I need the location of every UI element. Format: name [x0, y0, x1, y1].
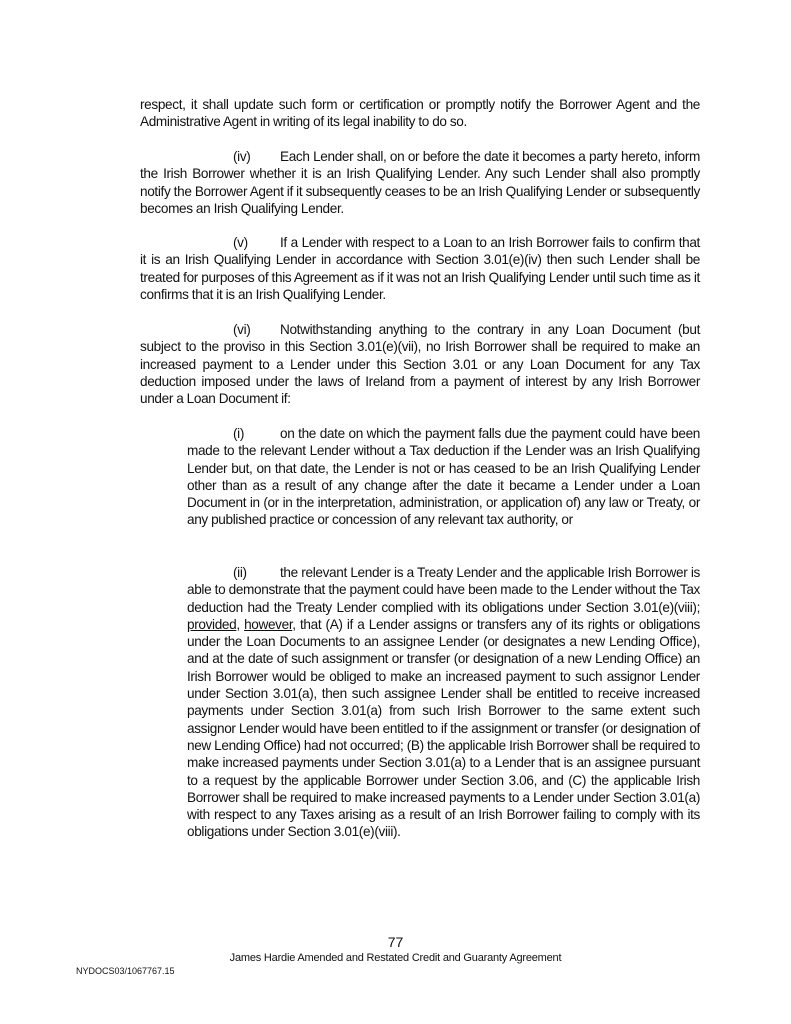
paragraph-continuation — [140, 96, 700, 131]
paragraph-vi — [140, 321, 700, 407]
however-term: however — [244, 616, 293, 632]
clause-number: (ii) — [233, 565, 247, 580]
document-id: NYDOCS03/1067767.15 — [76, 966, 175, 976]
clause-number: (v) — [233, 235, 248, 250]
paragraph-text: on the date on which the payment falls due the payment could have been made to the relevant Lender without a Tax deduction if the Lender was an Irish Qualifying Lender but, on that date, the Lender is not or has ceased to be an Irish Qualifying Lender other than as a result of any change after the date it became a Lender under a Loan Document in (or in the interpretation, administration, or application of) any law or Treaty, or any published practice or concession of any relevant tax authority, or — [187, 426, 700, 528]
document-title: James Hardie Amended and Restated Credit and Guaranty Agreement — [229, 952, 562, 964]
subparagraph-ii: (ii) the relevant Lender is a Treaty Lender and the applicable Irish Borrower is able to demonstrate that the payment could have been made to the Lender without the Tax deduction had the Treaty Lender complied with its obligations under Section 3.01(e)(viii); provided, however, that (A) if a Lender assigns or transfers any of its rights or obligations under the Loan Documents to an assignee Lender (or designates a new Lending Office), and at the date of such assignment or transfer (or designation of a new Lending Office) an Irish Borrower would be obliged to make an increased payment to such assignor Lender under Section 3.01(a), then such assignee Lender shall be entitled to receive increased payments under Section 3.01(a) from such Irish Borrower to the same extent such assignor Lender would have been entitled to if the assignment or transfer (or designation of new Lending Office) had not occurred; (B) the applicable Irish Borrower shall be required to make increased payments under Section 3.01(a) to a Lender that is an assignee pursuant to a request by the applicable Borrower under Section 3.06, and (C) the applicable Irish Borrower shall be required to make increased payments to a Lender under Section 3.01(a) with respect to any Taxes arising as a result of an Irish Borrower failing to comply with its obligations under Section 3.01(e)(viii). — [187, 565, 701, 840]
clause-number: (vi) — [233, 322, 251, 337]
clause-number: (iv) — [233, 149, 251, 164]
clause-number: (i) — [233, 426, 245, 441]
paragraph-iv — [140, 148, 700, 217]
subparagraph-i — [187, 425, 700, 529]
paragraph-text: Notwithstanding anything to the contrary in any Loan Document (but subject to the proviso in this Section 3.01(e)(vii), no Irish Borrower shall be required to make an increased payment to a Lender under this Section 3.01 or any Loan Document for any Tax deduction imposed under the laws of Ireland from a payment of interest by any Irish Borrower under a Loan Document if: — [140, 322, 700, 407]
paragraph-v — [140, 234, 700, 303]
paragraph-text: , that (A) if a Lender assigns or transfers any of its rights or obligations under the Loan Documents to an assignee Lender (or designates a new Lending Office), and at the date of such assignment or transfer (or designation of a new Lending Office) an Irish Borrower would be obliged to make an increased payment to such assignor Lender under Section 3.01(a), then such assignee Lender shall be entitled to receive increased payments under Section 3.01(a) from such Irish Borrower to the same extent such assignor Lender would have been entitled to if the assignment or transfer (or designation of new Lending Office) had not occurred; (B) the applicable Irish Borrower shall be required to make increased payments under Section 3.01(a) to a Lender that is an assignee pursuant to a request by the applicable Borrower under Section 3.06, and (C) the applicable Irish Borrower shall be required to make increased payments to a Lender under Section 3.01(a) with respect to any Taxes arising as a result of an Irish Borrower failing to comply with its obligations under Section 3.01(e)(viii). — [187, 616, 701, 840]
paragraph-text: the relevant Lender is a Treaty Lender and the applicable Irish Borrower is able to demonstrate that the payment could have been made to the Lender without the Tax deduction had the Treaty Lender complied with its obligations under Section 3.01(e)(viii); — [187, 565, 700, 615]
provided-term: provided — [187, 616, 237, 632]
paragraph-text: Each Lender shall, on or before the date it becomes a party hereto, inform the Irish Borrower whether it is an Irish Qualifying Lender. Any such Lender shall also promptly notify the Borrower Agent if it subsequently ceases to be an Irish Qualifying Lender or subsequently becomes an Irish Qualifying Lender. — [140, 149, 700, 216]
paragraph-text: If a Lender with respect to a Loan to an Irish Borrower fails to confirm that it is an Irish Qualifying Lender in accordance with Section 3.01(e)(iv) then such Lender shall be treated for purposes of this Agreement as if it was not an Irish Qualifying Lender until such time as it confirms that it is an Irish Qualifying Lender. — [140, 235, 700, 302]
paragraph-text: respect, it shall update such form or certification or promptly notify the Borrower Agent and the Administrative Agent in writing of its legal inability to do so. — [140, 97, 700, 130]
page-number: 77 — [387, 934, 404, 950]
